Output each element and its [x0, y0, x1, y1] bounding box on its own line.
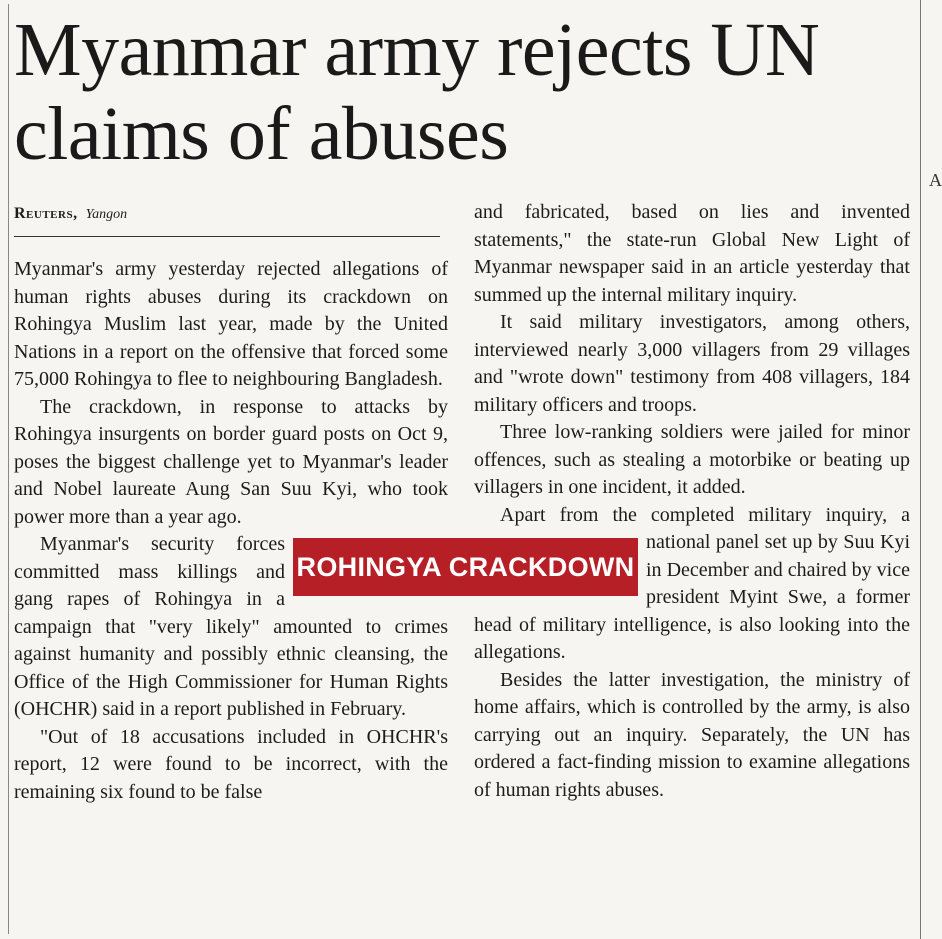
column-rule-left [8, 4, 9, 934]
article-column-1 [14, 256, 448, 806]
byline-agency: Reuters, [14, 205, 78, 222]
column-rule-right [920, 0, 921, 939]
paragraph: Myanmar's security forces committed mass killings and gang rapes of Rohingya in a campaign that "very likely" amounted to crimes against humanity and possibly ethnic cleansing, the Office of the High Commissioner for Human Rights (OHCHR) said in a report published in February. [14, 533, 448, 720]
paragraph: Besides the latter investigation, the ministry of home affairs, which is controlled by the army, is also carrying out an inquiry. Separately, the UN has ordered a fact-finding mission to examine allegations of human rights abuses. [474, 668, 910, 801]
article-column-2 [474, 199, 910, 804]
paragraph: Three low-ranking soldiers were jailed for minor offences, such as stealing a motorbike or beating up villagers in one incident, it added. [474, 421, 910, 498]
paragraph: and fabricated, based on lies and invented statements," the state-run Global New Light of Myanmar newspaper said in an article yesterday that summed up the internal military inquiry. [474, 201, 910, 306]
paragraph: Myanmar's army yesterday rejected allegations of human rights abuses during its crackdown on Rohingya Muslim last year, made by the United Nations in a report on the offensive that forced some 75,000 Rohingya to flee to neighbouring Bangladesh. [14, 258, 448, 390]
paragraph: Apart from the completed military inquiry, a national panel set up by Suu Kyi in December and chaired by vice president Myint Swe, a former head of military intelligence, is also looking into the allegations. [474, 503, 910, 663]
paragraph: The crackdown, in response to attacks by Rohingya insurgents on border guard posts on Oct 9, poses the biggest challenge yet to Myanmar's leader and Nobel laureate Aung San Suu Kyi, who took power more than a year ago. [14, 395, 448, 528]
byline-place: Yangon [85, 207, 128, 222]
byline [14, 205, 127, 223]
section-kicker-banner: ROHINGYA CRACKDOWN [293, 538, 638, 596]
paragraph: It said military investigators, among others, interviewed nearly 3,000 villagers from 29 villages and "wrote down" testimony from 408 villagers, 184 military officers and troops. [474, 311, 910, 416]
byline-divider [14, 236, 440, 237]
headline: Myanmar army rejects UN claims of abuses [14, 8, 820, 176]
adjacent-column-fragment: A [929, 170, 942, 190]
paragraph: "Out of 18 accusations included in OHCHR's report, 12 were found to be incorrect, with the remaining six found to be false [14, 725, 448, 803]
